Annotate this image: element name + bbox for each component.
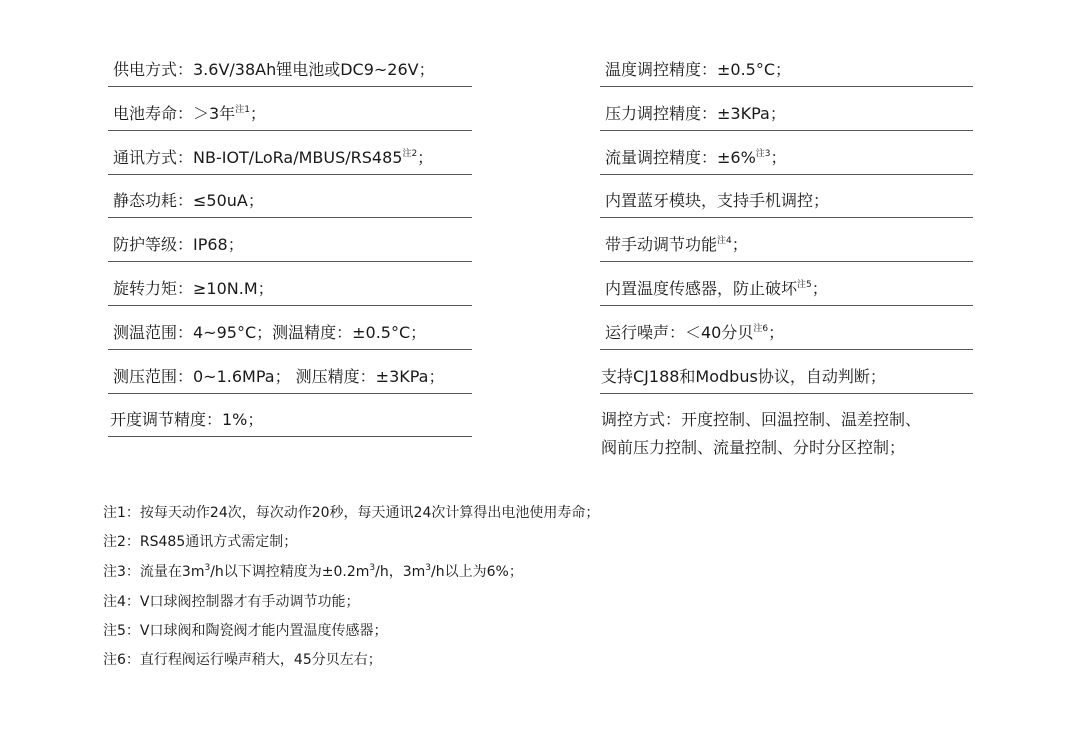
divider <box>108 130 472 131</box>
note-ref-4: 注4 <box>717 236 732 246</box>
spec-temperature-control-precision: 温度调控精度：±0.5°C； <box>605 60 792 79</box>
spec-control-mode-continued: 阀前压力控制、流量控制、分时分区控制； <box>601 438 906 457</box>
spec-manual-adjust: 带手动调节功能$^{注4}$； <box>605 235 748 254</box>
footnote-6: 注6：直行程阀运行噪声稍大，45分贝左右； <box>103 652 382 668</box>
spec-protection-level: 防护等级：IP68； <box>113 235 244 254</box>
divider <box>108 174 472 175</box>
divider <box>600 393 973 394</box>
footnote-4: 注4：V口球阀控制器才有手动调节功能； <box>103 594 360 610</box>
spec-pressure-range: 测压范围：0~1.6MPa； 测压精度：±3KPa； <box>113 367 445 386</box>
spec-power-supply: 供电方式：3.6V/38Ah锂电池或DC9~26V； <box>113 60 435 79</box>
divider <box>108 305 472 306</box>
spec-temperature-range: 测温范围：4~95°C；测温精度：±0.5°C； <box>113 323 427 342</box>
divider <box>600 86 973 87</box>
spec-noise: 运行噪声：＜40分贝$^{注6}$； <box>605 323 785 342</box>
note-ref-6: 注6 <box>753 324 769 334</box>
divider <box>600 305 973 306</box>
note-ref-3: 注3 <box>755 149 771 159</box>
spec-torque: 旋转力矩：≥10N.M； <box>113 279 274 298</box>
spec-pressure-control-precision: 压力调控精度：±3KPa； <box>605 104 786 123</box>
footnote-1: 注1：按每天动作24次，每次动作20秒，每天通讯24次计算得出电池使用寿命； <box>103 505 600 521</box>
divider <box>600 130 973 131</box>
footnote-5: 注5：V口球阀和陶瓷阀才能内置温度传感器； <box>103 623 388 639</box>
divider <box>108 261 472 262</box>
spec-flow-control-precision: 流量调控精度：±6%$^{注3}$； <box>605 148 787 167</box>
divider <box>600 261 973 262</box>
divider <box>600 174 973 175</box>
spec-temperature-sensor: 内置温度传感器，防止破坏$^{注5}$； <box>605 279 828 298</box>
note-ref-5: 注5 <box>797 280 812 290</box>
spec-control-mode: 调控方式：开度控制、回温控制、温差控制、 <box>601 410 922 429</box>
divider <box>108 217 472 218</box>
spec-protocol: 支持CJ188和Modbus协议，自动判断； <box>601 367 886 386</box>
spec-communication: 通讯方式：NB-IOT/LoRa/MBUS/RS485$^{注2}$； <box>113 148 434 167</box>
spec-battery-life: 电池寿命：＞3年$^{注1}$； <box>113 104 266 123</box>
note-ref-2: 注2 <box>402 149 418 159</box>
divider <box>600 349 973 350</box>
spec-static-power: 静态功耗：≤50uA； <box>113 191 264 210</box>
note-ref-1: 注1 <box>235 105 250 115</box>
footnote-2: 注2：RS485通讯方式需定制； <box>103 534 298 550</box>
divider <box>108 86 472 87</box>
spec-bluetooth: 内置蓝牙模块，支持手机调控； <box>605 191 830 210</box>
divider <box>108 349 472 350</box>
footnote-3: 注3：流量在$3m^3/h$以下调控精度为$\pm 0.2m^3/h$，$3m^3/h$以上为6%； <box>103 563 523 580</box>
divider <box>600 217 973 218</box>
spec-opening-precision: 开度调节精度：1%； <box>110 410 264 429</box>
divider <box>108 393 472 394</box>
divider <box>108 436 472 437</box>
